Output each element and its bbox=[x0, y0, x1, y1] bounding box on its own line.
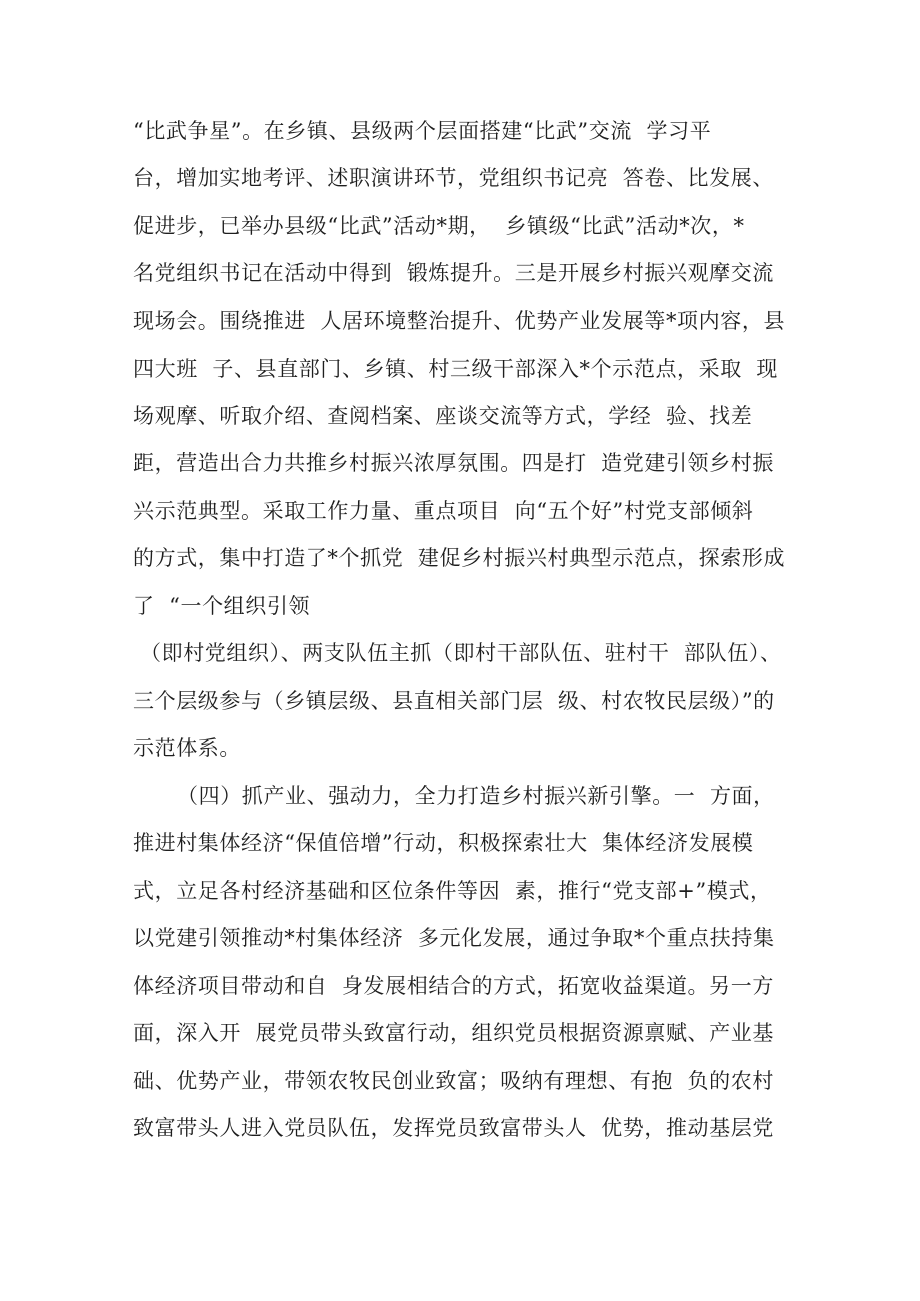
text-line-5: 现场会。围绕推进 人居环境整治提升、优势产业发展等*项内容，县 bbox=[133, 309, 786, 333]
text-line-19: 体经济项目带动和自 身发展相结合的方式，拓宽收益渠道。另一方 bbox=[133, 974, 774, 998]
text-line-17: 式，立足各村经济基础和区位条件等因 素，推行“党支部+”模式， bbox=[133, 879, 772, 903]
text-line-8: 距，营造出合力共推乡村振兴浓厚氛围。四是打 造党建引领乡村振 bbox=[133, 451, 774, 475]
text-line-2: 台，增加实地考评、述职演讲环节，党组织书记亮 答卷、比发展、 bbox=[133, 166, 774, 190]
text-line-22: 致富带头人进入党员队伍，发挥党员致富带头人 优势，推动基层党 bbox=[133, 1116, 774, 1140]
text-line-13: 三个层级参与（乡镇层级、县直相关部门层 级、村农牧民层级）”的 bbox=[133, 689, 775, 713]
text-line-15: （四）抓产业、强动力，全力打造乡村振兴新引擎。一 方面， bbox=[177, 784, 775, 808]
text-line-4: 名党组织书记在活动中得到 锻炼提升。三是开展乡村振兴观摩交流 bbox=[133, 261, 774, 285]
text-line-3: 促进步，已举办县级“比武”活动*期， 乡镇级“比武”活动*次，* bbox=[133, 214, 745, 238]
text-line-1: “比武争星”。在乡镇、县级两个层面搭建“比武”交流 学习平 bbox=[133, 119, 712, 143]
text-line-11: 了 “一个组织引领 bbox=[133, 594, 311, 618]
text-line-6: 四大班 子、县直部门、乡镇、村三级干部深入*个示范点，采取 现 bbox=[133, 357, 778, 381]
text-line-12: （即村党组织）、两支队伍主抓（即村干部队伍、驻村干 部队伍）、 bbox=[140, 641, 782, 665]
text-line-7: 场观摩、听取介绍、查阅档案、座谈交流等方式，学经 验、找差 bbox=[133, 404, 753, 428]
text-line-9: 兴示范典型。采取工作力量、重点项目 向“五个好”村党支部倾斜 bbox=[133, 499, 754, 523]
text-line-14: 示范体系。 bbox=[133, 736, 241, 760]
text-line-18: 以党建引领推动*村集体经济 多元化发展，通过争取*个重点扶持集 bbox=[133, 926, 775, 950]
text-line-16: 推进村集体经济“保值倍增”行动，积极探索壮大 集体经济发展模 bbox=[133, 831, 754, 855]
text-line-20: 面，深入开 展党员带头致富行动，组织党员根据资源禀赋、产业基 bbox=[133, 1021, 774, 1045]
text-line-10: 的方式，集中打造了*个抓党 建促乡村振兴村典型示范点，探索形成 bbox=[133, 546, 786, 570]
text-line-21: 础、优势产业，带领农牧民创业致富；吸纳有理想、有抱 负的农村 bbox=[133, 1069, 774, 1093]
